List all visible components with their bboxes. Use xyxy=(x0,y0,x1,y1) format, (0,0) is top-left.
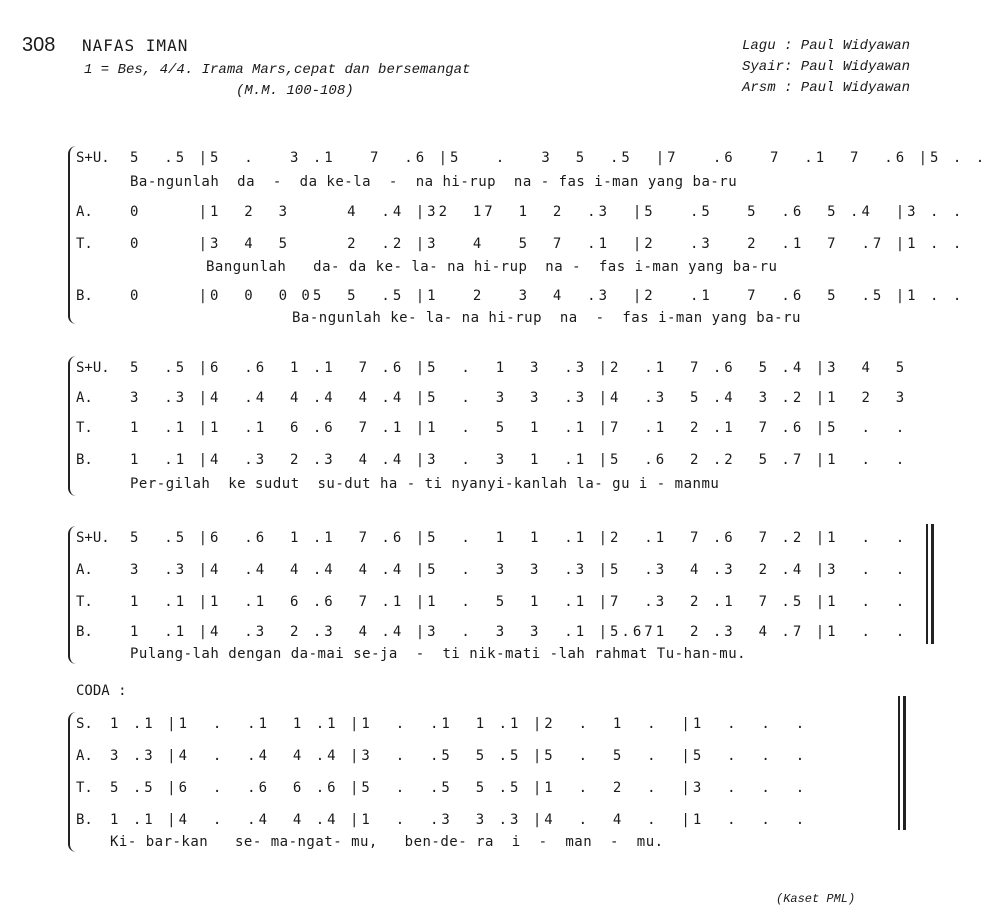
voice-label: A. xyxy=(76,748,93,764)
song-number: 308 xyxy=(22,34,56,56)
voice-label: S+U. xyxy=(76,360,110,376)
voice-label: T. xyxy=(76,780,93,796)
source-note: (Kaset PML) xyxy=(776,892,856,906)
metronome-mark: (M.M. 100-108) xyxy=(236,83,354,99)
lyric-line: Ba-ngunlah da - da ke-la - na hi-rup na - fas i-man yang ba-ru xyxy=(130,174,738,190)
voice-label: B. xyxy=(76,624,93,640)
lyric-line: Pulang-lah dengan da-mai se-ja - ti nik-mati -lah rahmat Tu-han-mu. xyxy=(130,646,747,662)
notes-row: 5 .5 |6 .6 1 .1 7 .6 |5 . 1 1 .1 |2 .1 7 .6 7 .2 |1 . . xyxy=(130,530,908,546)
notes-row: 5 .5 |6 . .6 6 .6 |5 . .5 5 .5 |1 . 2 . |3 . . . xyxy=(110,780,808,796)
notes-row: 3 .3 |4 . .4 4 .4 |3 . .5 5 .5 |5 . 5 . |5 . . . xyxy=(110,748,808,764)
voice-label: T. xyxy=(76,420,93,436)
lyric-line: Ba-ngunlah ke- la- na hi-rup na - fas i-man yang ba-ru xyxy=(292,310,801,326)
repeat-end-barline xyxy=(926,524,934,644)
credit-syair: Syair: Paul Widyawan xyxy=(742,59,911,75)
voice-label: A. xyxy=(76,390,93,406)
voice-label: B. xyxy=(76,452,93,468)
notes-row: 5 .5 |5 . 3 .1 7 .6 |5 . 3 5 .5 |7 .6 7 .1 7 .6 |5 . . xyxy=(130,150,988,166)
voice-label: A. xyxy=(76,562,93,578)
song-title: NAFAS IMAN xyxy=(82,36,189,55)
voice-label: B. xyxy=(76,288,93,304)
notes-row: 0 |0 0 0 05 5 .5 |1 2 3 4 .3 |2 .1 7 .6 5 .5 |1 . . xyxy=(130,288,965,304)
lyric-line: Ki- bar-kan se- ma-ngat- mu, ben-de- ra i - man - mu. xyxy=(110,834,664,850)
voice-label: S+U. xyxy=(76,150,110,166)
credit-arsm: Arsm : Paul Widyawan xyxy=(742,80,911,96)
notes-row: 1 .1 |1 .1 6 .6 7 .1 |1 . 5 1 .1 |7 .1 2 .1 7 .6 |5 . . xyxy=(130,420,908,436)
notes-row: 5 .5 |6 .6 1 .1 7 .6 |5 . 1 3 .3 |2 .1 7 .6 5 .4 |3 4 5 xyxy=(130,360,908,376)
voice-label: B. xyxy=(76,812,93,828)
notes-row: 0 |3 4 5 2 .2 |3 4 5 7 .1 |2 .3 2 .1 7 .7 |1 . . xyxy=(130,236,965,252)
voice-label: T. xyxy=(76,236,93,252)
notes-row: 1 .1 |1 .1 6 .6 7 .1 |1 . 5 1 .1 |7 .3 2 .1 7 .5 |1 . . xyxy=(130,594,908,610)
voice-label: T. xyxy=(76,594,93,610)
lyric-line: Bangunlah da- da ke- la- na hi-rup na - fas i-man yang ba-ru xyxy=(206,259,778,275)
voice-label: A. xyxy=(76,204,93,220)
notes-row: 1 .1 |1 . .1 1 .1 |1 . .1 1 .1 |2 . 1 . |1 . . . xyxy=(110,716,808,732)
notes-row: 1 .1 |4 . .4 4 .4 |1 . .3 3 .3 |4 . 4 . |1 . . . xyxy=(110,812,808,828)
notes-row: 1 .1 |4 .3 2 .3 4 .4 |3 . 3 3 .1 |5.671 2 .3 4 .7 |1 . . xyxy=(130,624,908,640)
credit-lagu: Lagu : Paul Widyawan xyxy=(742,38,911,54)
notes-row: 0 |1 2 3 4 .4 |32 17 1 2 .3 |5 .5 5 .6 5 .4 |3 . . xyxy=(130,204,965,220)
coda-label: CODA : xyxy=(76,683,127,699)
lyric-line: Per-gilah ke sudut su-dut ha - ti nyanyi-kanlah la- gu i - manmu xyxy=(130,476,720,492)
final-barline xyxy=(898,696,906,830)
voice-label: S+U. xyxy=(76,530,110,546)
notes-row: 3 .3 |4 .4 4 .4 4 .4 |5 . 3 3 .3 |5 .3 4 .3 2 .4 |3 . . xyxy=(130,562,908,578)
notes-row: 3 .3 |4 .4 4 .4 4 .4 |5 . 3 3 .3 |4 .3 5 .4 3 .2 |1 2 3 xyxy=(130,390,908,406)
tempo-line: 1 = Bes, 4/4. Irama Mars,cepat dan bersemangat xyxy=(84,62,471,78)
notes-row: 1 .1 |4 .3 2 .3 4 .4 |3 . 3 1 .1 |5 .6 2 .2 5 .7 |1 . . xyxy=(130,452,908,468)
voice-label: S. xyxy=(76,716,93,732)
